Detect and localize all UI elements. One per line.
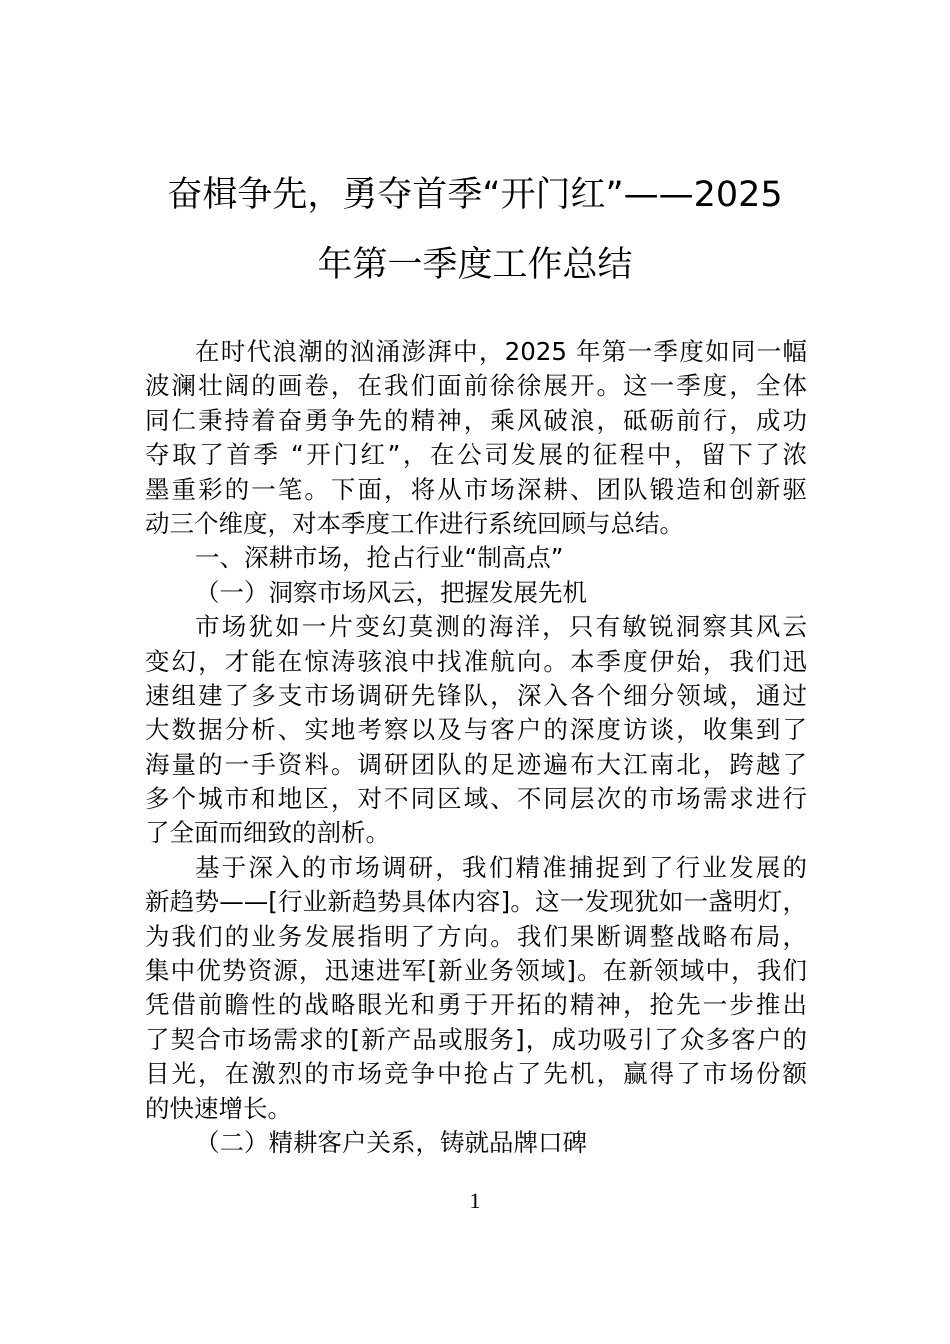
text-line: 同仁秉持着奋勇争先的精神，乘风破浪，砥砺前行，成功 (145, 405, 807, 435)
title-line: 年第一季度工作总结 (317, 245, 633, 285)
text-line: 在时代浪潮的汹涌澎湃中，2025 年第一季度如同一幅 (195, 337, 807, 366)
paragraph (145, 335, 807, 541)
document-title (100, 160, 850, 300)
text-line: 一、深耕市场，抢占行业“制高点” (195, 543, 564, 573)
text-line: （一）洞察市场风云，把握发展先机 (195, 577, 587, 607)
text-line: 基于深入的市场调研，我们精准捕捉到了行业发展的 (195, 852, 807, 882)
text-line: 大数据分析、实地考察以及与客户的深度访谈，收集到了 (145, 715, 807, 745)
text-line: 凭借前瞻性的战略眼光和勇于开拓的精神，抢先一步推出 (145, 990, 807, 1020)
text-line: 多个城市和地区，对不同区域、不同层次的市场需求进行 (145, 784, 807, 814)
text-line: 目光，在激烈的市场竞争中抢占了先机，赢得了市场份额 (145, 1059, 807, 1089)
text-line: 海量的一手资料。调研团队的足迹遍布大江南北，跨越了 (145, 749, 807, 779)
paragraph (145, 610, 807, 851)
text-line: 的快速增长。 (145, 1093, 292, 1123)
page-number: 1 (469, 1188, 481, 1213)
text-line: （二）精耕客户关系，铸就品牌口碑 (195, 1127, 587, 1157)
text-line: 了契合市场需求的[新产品或服务]，成功吸引了众多客户的 (145, 1024, 807, 1054)
text-line: 夺取了首季 “开门红”，在公司发展的征程中，留下了浓 (145, 440, 807, 470)
title-line: 奋楫争先，勇夺首季“开门红”——2025 (167, 175, 783, 215)
text-line: 速组建了多支市场调研先锋队，深入各个细分领域，通过 (145, 680, 807, 710)
text-line: 墨重彩的一笔。下面，将从市场深耕、团队锻造和创新驱 (145, 474, 807, 504)
paragraph (145, 541, 807, 575)
paragraph (145, 576, 807, 610)
text-line: 市场犹如一片变幻莫测的海洋，只有敏锐洞察其风云 (195, 612, 807, 642)
paragraph (145, 851, 807, 1126)
document-body (145, 335, 807, 1160)
text-line: 为我们的业务发展指明了方向。我们果断调整战略布局， (145, 921, 807, 951)
text-line: 了全面而细致的剖析。 (145, 818, 390, 848)
text-line: 新趋势——[行业新趋势具体内容]。这一发现犹如一盏明灯， (145, 887, 807, 917)
text-line: 动三个维度，对本季度工作进行系统回顾与总结。 (145, 508, 684, 538)
text-line: 变幻，才能在惊涛骇浪中找准航向。本季度伊始，我们迅 (145, 646, 807, 676)
text-line: 集中优势资源，迅速进军[新业务领域]。在新领域中，我们 (145, 956, 807, 986)
paragraph (145, 1126, 807, 1160)
text-line: 波澜壮阔的画卷，在我们面前徐徐展开。这一季度，全体 (145, 371, 807, 401)
